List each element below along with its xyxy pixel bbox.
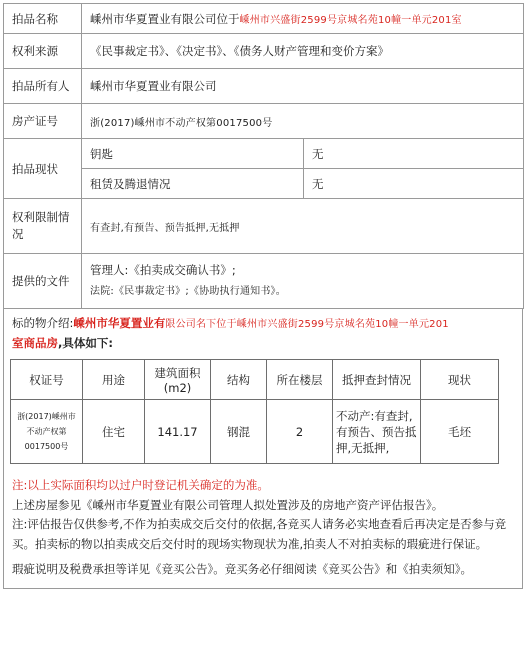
item-name-address: 嵊州市兴盛街2599号京城名苑10幢一单元201室 — [239, 14, 462, 26]
value-item-name — [82, 4, 524, 34]
cell-floor: 2 — [267, 400, 333, 464]
subject-intro — [4, 314, 522, 353]
status-key-value: 无 — [304, 139, 524, 169]
value-owner: 嵊州市华夏置业有限公司 — [82, 69, 524, 104]
label-restrictions: 权利限制情况 — [4, 199, 82, 254]
row-rights-source — [4, 34, 524, 69]
label-documents: 提供的文件 — [4, 254, 82, 309]
documents-line-manager: 管理人:《拍卖成交确认书》; — [90, 263, 236, 277]
label-item-name: 拍品名称 — [4, 4, 82, 34]
note-defects: 瑕疵说明及税费承担等详见《竞买公告》。竞买务必仔细阅读《竞买公告》和《拍卖须知》。 — [12, 562, 472, 576]
row-documents — [4, 254, 524, 309]
row-status-lease — [4, 169, 524, 199]
status-lease-value: 无 — [304, 169, 524, 199]
subject-intro-type: 室商品房 — [12, 336, 58, 350]
cell-area: 141.17 — [145, 400, 211, 464]
label-owner: 拍品所有人 — [4, 69, 82, 104]
row-owner — [4, 69, 524, 104]
label-status: 拍品现状 — [4, 139, 82, 199]
header-floor: 所在楼层 — [267, 360, 333, 400]
header-state: 现状 — [421, 360, 499, 400]
subject-intro-label: 标的物介绍: — [12, 316, 74, 330]
subject-intro-address: 限公司名下位于嵊州市兴盛街2599号京城名苑10幢一单元201 — [165, 319, 449, 330]
header-use: 用途 — [83, 360, 145, 400]
subject-intro-tail: ,具体如下: — [58, 336, 113, 350]
row-restrictions — [4, 199, 524, 254]
subject-notes — [4, 476, 522, 580]
value-restrictions: 有查封,有预告、预告抵押,无抵押 — [82, 199, 524, 254]
subject-table — [10, 359, 499, 464]
subject-table-row — [11, 400, 499, 464]
header-area: 建筑面积(m2) — [145, 360, 211, 400]
status-lease-label: 租赁及腾退情况 — [82, 169, 304, 199]
header-cert: 权证号 — [11, 360, 83, 400]
header-mortgage: 抵押查封情况 — [333, 360, 421, 400]
auction-info-table — [3, 3, 524, 309]
cell-state: 毛坯 — [421, 400, 499, 464]
label-cert: 房产证号 — [4, 104, 82, 139]
auction-detail — [3, 3, 523, 589]
row-status-key — [4, 139, 524, 169]
note-report: 上述房屋参见《嵊州市华夏置业有限公司管理人拟处置涉及的房地产资产评估报告》。 — [12, 497, 444, 512]
subject-section — [3, 309, 523, 589]
cell-cert: 浙(2017)嵊州市不动产权第0017500号 — [11, 400, 83, 464]
note-area: 注:以上实际面积均以过户时登记机关确定的为准。 — [12, 478, 269, 492]
row-item-name — [4, 4, 524, 34]
cell-mortgage: 不动产:有查封,有预告、预告抵押,无抵押, — [333, 400, 421, 464]
cell-structure: 钢混 — [211, 400, 267, 464]
status-key-label: 钥匙 — [82, 139, 304, 169]
value-rights-source: 《民事裁定书》、《决定书》、《债务人财产管理和变价方案》 — [82, 34, 524, 69]
documents-line-court: 法院:《民事裁定书》;《协助执行通知书》。 — [90, 286, 286, 297]
label-rights-source: 权利来源 — [4, 34, 82, 69]
row-cert — [4, 104, 524, 139]
item-name-company: 嵊州市华夏置业有限公司位于 — [90, 11, 240, 26]
value-documents — [82, 254, 524, 309]
header-structure: 结构 — [211, 360, 267, 400]
cell-use: 住宅 — [83, 400, 145, 464]
subject-table-header — [11, 360, 499, 400]
note-evaluation: 注:评估报告仅供参考,不作为拍卖成交后交付的依据,各竞买人请务必实地查看后再决定是否参与竞买。拍卖标的物以拍卖成交后交付时的现场实物现状为准,拍卖人不对拍卖标的瑕疵进行保证。 — [12, 517, 507, 551]
subject-intro-company: 嵊州市华夏置业有 — [73, 316, 166, 330]
value-cert: 浙(2017)嵊州市不动产权第0017500号 — [82, 104, 524, 139]
